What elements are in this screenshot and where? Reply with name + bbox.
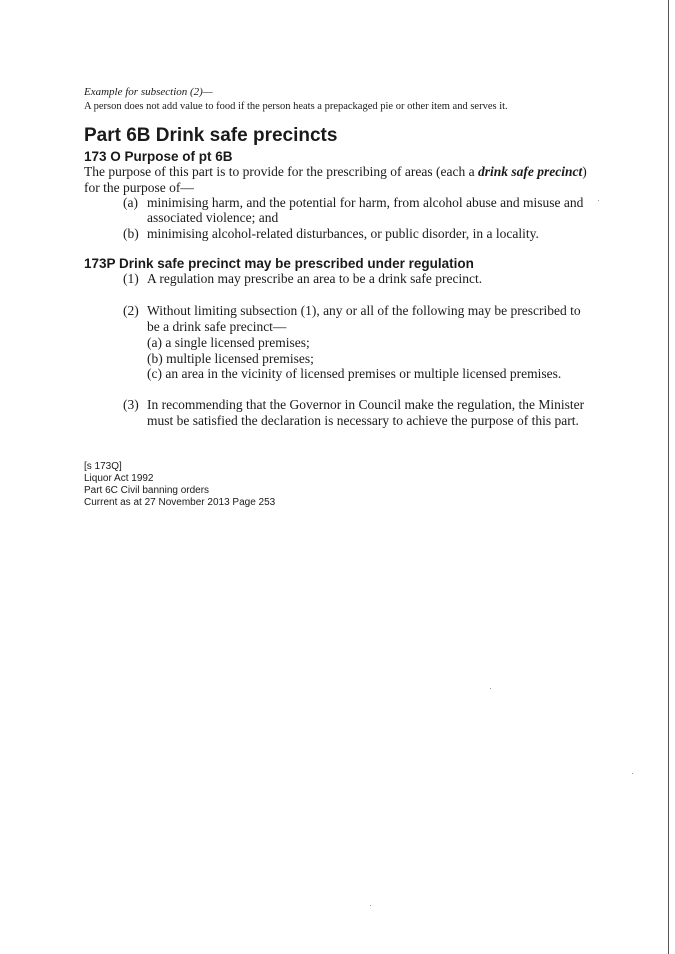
sub2-line1: Without limiting subsection (1), any or all of the following may be prescribed to [147, 303, 581, 318]
example-title: Example for subsection (2)— [84, 86, 213, 98]
footer-act: Liquor Act 1992 [84, 473, 154, 484]
sub2-item-c: (c) an area in the vicinity of licensed premises or multiple licensed premises. [147, 366, 562, 381]
page-edge-line [668, 0, 669, 954]
scan-speck [632, 773, 633, 774]
footer-part: Part 6C Civil banning orders [84, 485, 210, 496]
sub3-line1: In recommending that the Governor in Council make the regulation, the Minister [147, 397, 585, 412]
part-heading: Part 6B Drink safe precincts [84, 125, 338, 146]
section-173o-heading: 173 O Purpose of pt 6B [84, 149, 233, 164]
section-173o-intro-line2: for the purpose of— [84, 180, 194, 195]
sub1-label: (1) [123, 271, 139, 286]
footer-section-ref: [s 173Q] [84, 461, 122, 472]
scan-speck [598, 200, 599, 201]
item-a-label: (a) [123, 195, 138, 210]
item-a-line1: minimising harm, and the potential for harm, from alcohol abuse and misuse and [147, 195, 584, 210]
sub2-line2: be a drink safe precinct— [147, 319, 287, 334]
intro-text-before: The purpose of this part is to provide for the prescribing of areas (each a [84, 164, 478, 179]
sub2-item-b: (b) multiple licensed premises; [147, 351, 314, 366]
defined-term: drink safe precinct [478, 164, 583, 179]
sub3-label: (3) [123, 397, 139, 412]
sub1-text: A regulation may prescribe an area to be a drink safe precinct. [147, 271, 483, 286]
sub3-line2: must be satisfied the declaration is necessary to achieve the purpose of this part. [147, 413, 579, 428]
item-b-line1: minimising alcohol-related disturbances, or public disorder, in a locality. [147, 226, 539, 241]
item-a-line2: associated violence; and [147, 210, 279, 225]
sub2-item-a: (a) a single licensed premises; [147, 335, 310, 350]
footer-currency: Current as at 27 November 2013 Page 253 [84, 497, 276, 508]
sub2-label: (2) [123, 303, 139, 318]
section-173p-heading: 173P Drink safe precinct may be prescribed under regulation [84, 256, 474, 271]
example-text: A person does not add value to food if the person heats a prepackaged pie or other item and serves it. [84, 101, 508, 112]
item-b-label: (b) [123, 226, 139, 241]
intro-text-after: ) [582, 164, 587, 179]
page-footer [84, 461, 275, 509]
scan-speck [370, 905, 371, 906]
section-173o-intro-line1 [84, 164, 587, 180]
scan-speck [490, 688, 491, 689]
